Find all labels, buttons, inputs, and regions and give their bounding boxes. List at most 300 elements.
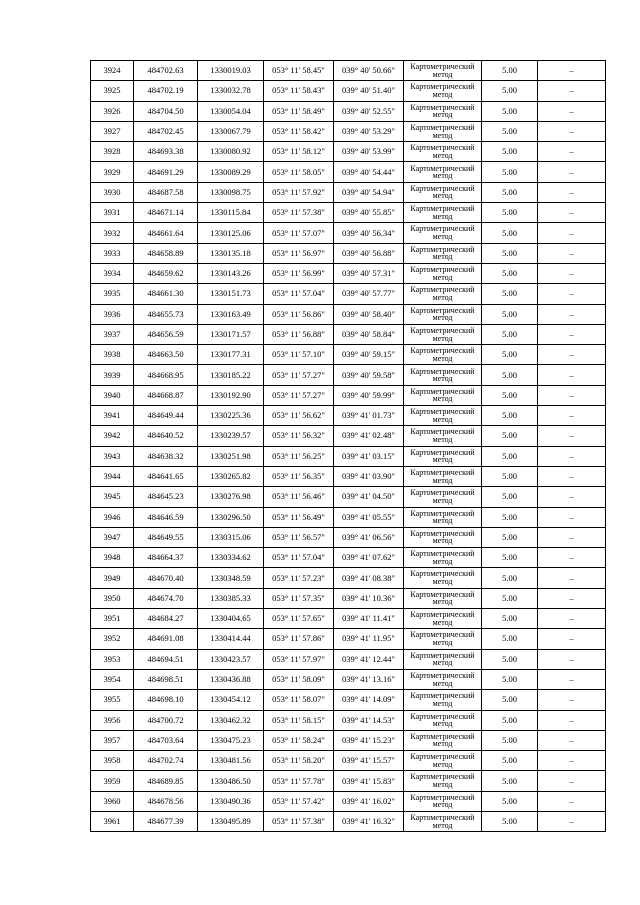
table-row xyxy=(91,649,606,669)
point-number-cell: 3937 xyxy=(91,324,134,344)
table-row xyxy=(91,182,606,202)
y-coordinate-cell: 1330032.78 xyxy=(198,81,264,101)
longitude-cell: 039° 41' 15.83" xyxy=(334,771,404,791)
longitude-cell: 039° 41' 03.15" xyxy=(334,446,404,466)
y-coordinate-cell: 1330089.29 xyxy=(198,162,264,182)
method-cell: Картометрический метод xyxy=(404,629,482,649)
accuracy-cell: 5.00 xyxy=(482,101,538,121)
y-coordinate-cell: 1330251.98 xyxy=(198,446,264,466)
table-row xyxy=(91,162,606,182)
method-cell: Картометрический метод xyxy=(404,649,482,669)
point-number-cell: 3929 xyxy=(91,162,134,182)
accuracy-cell: 5.00 xyxy=(482,345,538,365)
x-coordinate-cell: 484661.30 xyxy=(134,284,198,304)
accuracy-cell: 5.00 xyxy=(482,426,538,446)
y-coordinate-cell: 1330462.32 xyxy=(198,710,264,730)
longitude-cell: 039° 41' 08.38" xyxy=(334,568,404,588)
y-coordinate-cell: 1330054.04 xyxy=(198,101,264,121)
x-coordinate-cell: 484700.72 xyxy=(134,710,198,730)
point-number-cell: 3943 xyxy=(91,446,134,466)
y-coordinate-cell: 1330192.90 xyxy=(198,385,264,405)
x-coordinate-cell: 484698.10 xyxy=(134,690,198,710)
method-cell: Картометрический метод xyxy=(404,101,482,121)
x-coordinate-cell: 484659.62 xyxy=(134,263,198,283)
method-cell: Картометрический метод xyxy=(404,690,482,710)
method-cell: Картометрический метод xyxy=(404,710,482,730)
longitude-cell: 039° 40' 50.66" xyxy=(334,61,404,81)
accuracy-cell: 5.00 xyxy=(482,121,538,141)
longitude-cell: 039° 41' 14.53" xyxy=(334,710,404,730)
y-coordinate-cell: 1330177.31 xyxy=(198,345,264,365)
accuracy-cell: 5.00 xyxy=(482,162,538,182)
y-coordinate-cell: 1330143.26 xyxy=(198,263,264,283)
note-cell: – xyxy=(538,527,606,547)
latitude-cell: 053° 11' 58.43" xyxy=(264,81,334,101)
x-coordinate-cell: 484664.37 xyxy=(134,548,198,568)
x-coordinate-cell: 484687.58 xyxy=(134,182,198,202)
latitude-cell: 053° 11' 58.42" xyxy=(264,121,334,141)
note-cell: – xyxy=(538,223,606,243)
accuracy-cell: 5.00 xyxy=(482,811,538,831)
table-row xyxy=(91,690,606,710)
accuracy-cell: 5.00 xyxy=(482,791,538,811)
x-coordinate-cell: 484641.65 xyxy=(134,466,198,486)
latitude-cell: 053° 11' 57.23" xyxy=(264,568,334,588)
note-cell: – xyxy=(538,406,606,426)
y-coordinate-cell: 1330436.88 xyxy=(198,669,264,689)
point-number-cell: 3946 xyxy=(91,507,134,527)
table-row xyxy=(91,791,606,811)
longitude-cell: 039° 41' 06.56" xyxy=(334,527,404,547)
y-coordinate-cell: 1330098.75 xyxy=(198,182,264,202)
accuracy-cell: 5.00 xyxy=(482,466,538,486)
note-cell: – xyxy=(538,771,606,791)
latitude-cell: 053° 11' 57.10" xyxy=(264,345,334,365)
method-cell: Картометрический метод xyxy=(404,263,482,283)
longitude-cell: 039° 41' 13.16" xyxy=(334,669,404,689)
point-number-cell: 3940 xyxy=(91,385,134,405)
y-coordinate-cell: 1330115.84 xyxy=(198,203,264,223)
y-coordinate-cell: 1330404.65 xyxy=(198,609,264,629)
x-coordinate-cell: 484645.23 xyxy=(134,487,198,507)
method-cell: Картометрический метод xyxy=(404,385,482,405)
note-cell: – xyxy=(538,466,606,486)
longitude-cell: 039° 40' 58.84" xyxy=(334,324,404,344)
coordinates-table-body xyxy=(91,61,606,832)
latitude-cell: 053° 11' 57.27" xyxy=(264,365,334,385)
method-cell: Картометрический метод xyxy=(404,182,482,202)
method-cell: Картометрический метод xyxy=(404,527,482,547)
point-number-cell: 3931 xyxy=(91,203,134,223)
longitude-cell: 039° 40' 54.94" xyxy=(334,182,404,202)
x-coordinate-cell: 484663.50 xyxy=(134,345,198,365)
point-number-cell: 3924 xyxy=(91,61,134,81)
table-row xyxy=(91,487,606,507)
longitude-cell: 039° 41' 16.02" xyxy=(334,791,404,811)
method-cell: Картометрический метод xyxy=(404,243,482,263)
point-number-cell: 3933 xyxy=(91,243,134,263)
point-number-cell: 3949 xyxy=(91,568,134,588)
longitude-cell: 039° 40' 55.85" xyxy=(334,203,404,223)
x-coordinate-cell: 484684.27 xyxy=(134,609,198,629)
table-row xyxy=(91,527,606,547)
note-cell: – xyxy=(538,487,606,507)
point-number-cell: 3928 xyxy=(91,142,134,162)
x-coordinate-cell: 484674.70 xyxy=(134,588,198,608)
accuracy-cell: 5.00 xyxy=(482,771,538,791)
longitude-cell: 039° 41' 07.62" xyxy=(334,548,404,568)
x-coordinate-cell: 484668.87 xyxy=(134,385,198,405)
latitude-cell: 053° 11' 58.05" xyxy=(264,162,334,182)
x-coordinate-cell: 484704.50 xyxy=(134,101,198,121)
latitude-cell: 053° 11' 56.62" xyxy=(264,406,334,426)
x-coordinate-cell: 484702.19 xyxy=(134,81,198,101)
latitude-cell: 053° 11' 57.86" xyxy=(264,629,334,649)
table-row xyxy=(91,324,606,344)
method-cell: Картометрический метод xyxy=(404,548,482,568)
method-cell: Картометрический метод xyxy=(404,588,482,608)
longitude-cell: 039° 40' 53.99" xyxy=(334,142,404,162)
point-number-cell: 3944 xyxy=(91,466,134,486)
table-row xyxy=(91,263,606,283)
note-cell: – xyxy=(538,507,606,527)
latitude-cell: 053° 11' 56.25" xyxy=(264,446,334,466)
method-cell: Картометрический метод xyxy=(404,203,482,223)
accuracy-cell: 5.00 xyxy=(482,263,538,283)
latitude-cell: 053° 11' 56.57" xyxy=(264,527,334,547)
latitude-cell: 053° 11' 58.15" xyxy=(264,710,334,730)
accuracy-cell: 5.00 xyxy=(482,730,538,750)
latitude-cell: 053° 11' 56.99" xyxy=(264,263,334,283)
table-row xyxy=(91,385,606,405)
table-row xyxy=(91,446,606,466)
longitude-cell: 039° 41' 01.73" xyxy=(334,406,404,426)
note-cell: – xyxy=(538,609,606,629)
accuracy-cell: 5.00 xyxy=(482,304,538,324)
point-number-cell: 3927 xyxy=(91,121,134,141)
latitude-cell: 053° 11' 57.38" xyxy=(264,203,334,223)
y-coordinate-cell: 1330423.57 xyxy=(198,649,264,669)
accuracy-cell: 5.00 xyxy=(482,203,538,223)
method-cell: Картометрический метод xyxy=(404,345,482,365)
note-cell: – xyxy=(538,182,606,202)
longitude-cell: 039° 40' 51.40" xyxy=(334,81,404,101)
note-cell: – xyxy=(538,649,606,669)
latitude-cell: 053° 11' 56.35" xyxy=(264,466,334,486)
y-coordinate-cell: 1330163.49 xyxy=(198,304,264,324)
table-row xyxy=(91,61,606,81)
x-coordinate-cell: 484658.89 xyxy=(134,243,198,263)
accuracy-cell: 5.00 xyxy=(482,487,538,507)
y-coordinate-cell: 1330080.92 xyxy=(198,142,264,162)
method-cell: Картометрический метод xyxy=(404,142,482,162)
point-number-cell: 3930 xyxy=(91,182,134,202)
y-coordinate-cell: 1330315.06 xyxy=(198,527,264,547)
latitude-cell: 053° 11' 58.49" xyxy=(264,101,334,121)
table-row xyxy=(91,730,606,750)
method-cell: Картометрический метод xyxy=(404,81,482,101)
method-cell: Картометрический метод xyxy=(404,466,482,486)
accuracy-cell: 5.00 xyxy=(482,527,538,547)
point-number-cell: 3956 xyxy=(91,710,134,730)
longitude-cell: 039° 41' 02.48" xyxy=(334,426,404,446)
table-row xyxy=(91,121,606,141)
table-row xyxy=(91,365,606,385)
note-cell: – xyxy=(538,101,606,121)
latitude-cell: 053° 11' 56.97" xyxy=(264,243,334,263)
point-number-cell: 3960 xyxy=(91,791,134,811)
latitude-cell: 053° 11' 58.20" xyxy=(264,751,334,771)
point-number-cell: 3926 xyxy=(91,101,134,121)
x-coordinate-cell: 484677.39 xyxy=(134,811,198,831)
y-coordinate-cell: 1330414.44 xyxy=(198,629,264,649)
method-cell: Картометрический метод xyxy=(404,324,482,344)
table-row xyxy=(91,406,606,426)
note-cell: – xyxy=(538,243,606,263)
point-number-cell: 3948 xyxy=(91,548,134,568)
point-number-cell: 3961 xyxy=(91,811,134,831)
table-row xyxy=(91,142,606,162)
table-row xyxy=(91,669,606,689)
latitude-cell: 053° 11' 58.45" xyxy=(264,61,334,81)
table-row xyxy=(91,629,606,649)
point-number-cell: 3938 xyxy=(91,345,134,365)
y-coordinate-cell: 1330239.57 xyxy=(198,426,264,446)
accuracy-cell: 5.00 xyxy=(482,690,538,710)
point-number-cell: 3934 xyxy=(91,263,134,283)
y-coordinate-cell: 1330125.06 xyxy=(198,223,264,243)
accuracy-cell: 5.00 xyxy=(482,548,538,568)
latitude-cell: 053° 11' 56.86" xyxy=(264,304,334,324)
latitude-cell: 053° 11' 57.04" xyxy=(264,284,334,304)
table-row xyxy=(91,507,606,527)
note-cell: – xyxy=(538,710,606,730)
accuracy-cell: 5.00 xyxy=(482,81,538,101)
note-cell: – xyxy=(538,730,606,750)
y-coordinate-cell: 1330495.89 xyxy=(198,811,264,831)
x-coordinate-cell: 484703.64 xyxy=(134,730,198,750)
note-cell: – xyxy=(538,629,606,649)
method-cell: Картометрический метод xyxy=(404,365,482,385)
longitude-cell: 039° 41' 12.44" xyxy=(334,649,404,669)
table-row xyxy=(91,811,606,831)
x-coordinate-cell: 484670.40 xyxy=(134,568,198,588)
x-coordinate-cell: 484693.38 xyxy=(134,142,198,162)
method-cell: Картометрический метод xyxy=(404,669,482,689)
latitude-cell: 053° 11' 57.42" xyxy=(264,791,334,811)
note-cell: – xyxy=(538,324,606,344)
note-cell: – xyxy=(538,811,606,831)
latitude-cell: 053° 11' 58.24" xyxy=(264,730,334,750)
note-cell: – xyxy=(538,61,606,81)
accuracy-cell: 5.00 xyxy=(482,365,538,385)
accuracy-cell: 5.00 xyxy=(482,182,538,202)
latitude-cell: 053° 11' 57.92" xyxy=(264,182,334,202)
note-cell: – xyxy=(538,548,606,568)
longitude-cell: 039° 41' 04.50" xyxy=(334,487,404,507)
note-cell: – xyxy=(538,263,606,283)
y-coordinate-cell: 1330385.33 xyxy=(198,588,264,608)
note-cell: – xyxy=(538,142,606,162)
method-cell: Картометрический метод xyxy=(404,730,482,750)
note-cell: – xyxy=(538,568,606,588)
accuracy-cell: 5.00 xyxy=(482,223,538,243)
longitude-cell: 039° 40' 59.15" xyxy=(334,345,404,365)
accuracy-cell: 5.00 xyxy=(482,446,538,466)
table-row xyxy=(91,203,606,223)
method-cell: Картометрический метод xyxy=(404,507,482,527)
method-cell: Картометрический метод xyxy=(404,609,482,629)
note-cell: – xyxy=(538,365,606,385)
accuracy-cell: 5.00 xyxy=(482,385,538,405)
y-coordinate-cell: 1330019.03 xyxy=(198,61,264,81)
longitude-cell: 039° 41' 15.57" xyxy=(334,751,404,771)
note-cell: – xyxy=(538,791,606,811)
longitude-cell: 039° 40' 56.34" xyxy=(334,223,404,243)
latitude-cell: 053° 11' 56.46" xyxy=(264,487,334,507)
x-coordinate-cell: 484702.74 xyxy=(134,751,198,771)
table-row xyxy=(91,426,606,446)
table-row xyxy=(91,223,606,243)
latitude-cell: 053° 11' 57.38" xyxy=(264,811,334,831)
note-cell: – xyxy=(538,669,606,689)
latitude-cell: 053° 11' 58.12" xyxy=(264,142,334,162)
table-row xyxy=(91,304,606,324)
accuracy-cell: 5.00 xyxy=(482,568,538,588)
note-cell: – xyxy=(538,588,606,608)
method-cell: Картометрический метод xyxy=(404,121,482,141)
point-number-cell: 3932 xyxy=(91,223,134,243)
accuracy-cell: 5.00 xyxy=(482,710,538,730)
accuracy-cell: 5.00 xyxy=(482,324,538,344)
y-coordinate-cell: 1330486.50 xyxy=(198,771,264,791)
accuracy-cell: 5.00 xyxy=(482,406,538,426)
note-cell: – xyxy=(538,203,606,223)
table-row xyxy=(91,548,606,568)
latitude-cell: 053° 11' 57.97" xyxy=(264,649,334,669)
x-coordinate-cell: 484671.14 xyxy=(134,203,198,223)
latitude-cell: 053° 11' 56.49" xyxy=(264,507,334,527)
y-coordinate-cell: 1330265.82 xyxy=(198,466,264,486)
longitude-cell: 039° 41' 10.36" xyxy=(334,588,404,608)
x-coordinate-cell: 484689.85 xyxy=(134,771,198,791)
method-cell: Картометрический метод xyxy=(404,771,482,791)
longitude-cell: 039° 41' 16.32" xyxy=(334,811,404,831)
accuracy-cell: 5.00 xyxy=(482,588,538,608)
table-row xyxy=(91,771,606,791)
point-number-cell: 3939 xyxy=(91,365,134,385)
y-coordinate-cell: 1330276.98 xyxy=(198,487,264,507)
latitude-cell: 053° 11' 56.32" xyxy=(264,426,334,446)
method-cell: Картометрический метод xyxy=(404,446,482,466)
table-row xyxy=(91,568,606,588)
table-row xyxy=(91,751,606,771)
accuracy-cell: 5.00 xyxy=(482,751,538,771)
longitude-cell: 039° 41' 11.41" xyxy=(334,609,404,629)
note-cell: – xyxy=(538,426,606,446)
method-cell: Картометрический метод xyxy=(404,426,482,446)
longitude-cell: 039° 40' 56.88" xyxy=(334,243,404,263)
latitude-cell: 053° 11' 57.78" xyxy=(264,771,334,791)
longitude-cell: 039° 41' 14.09" xyxy=(334,690,404,710)
x-coordinate-cell: 484691.08 xyxy=(134,629,198,649)
method-cell: Картометрический метод xyxy=(404,406,482,426)
x-coordinate-cell: 484691.29 xyxy=(134,162,198,182)
longitude-cell: 039° 40' 54.44" xyxy=(334,162,404,182)
point-number-cell: 3947 xyxy=(91,527,134,547)
longitude-cell: 039° 40' 57.31" xyxy=(334,263,404,283)
note-cell: – xyxy=(538,304,606,324)
method-cell: Картометрический метод xyxy=(404,568,482,588)
x-coordinate-cell: 484661.64 xyxy=(134,223,198,243)
y-coordinate-cell: 1330171.57 xyxy=(198,324,264,344)
accuracy-cell: 5.00 xyxy=(482,284,538,304)
latitude-cell: 053° 11' 57.27" xyxy=(264,385,334,405)
note-cell: – xyxy=(538,446,606,466)
point-number-cell: 3925 xyxy=(91,81,134,101)
table-row xyxy=(91,284,606,304)
accuracy-cell: 5.00 xyxy=(482,609,538,629)
point-number-cell: 3957 xyxy=(91,730,134,750)
x-coordinate-cell: 484638.32 xyxy=(134,446,198,466)
x-coordinate-cell: 484698.51 xyxy=(134,669,198,689)
longitude-cell: 039° 40' 57.77" xyxy=(334,284,404,304)
x-coordinate-cell: 484640.52 xyxy=(134,426,198,446)
longitude-cell: 039° 40' 59.99" xyxy=(334,385,404,405)
x-coordinate-cell: 484702.45 xyxy=(134,121,198,141)
table-row xyxy=(91,710,606,730)
x-coordinate-cell: 484649.55 xyxy=(134,527,198,547)
note-cell: – xyxy=(538,345,606,365)
latitude-cell: 053° 11' 58.09" xyxy=(264,669,334,689)
latitude-cell: 053° 11' 57.65" xyxy=(264,609,334,629)
point-number-cell: 3936 xyxy=(91,304,134,324)
y-coordinate-cell: 1330334.62 xyxy=(198,548,264,568)
y-coordinate-cell: 1330067.79 xyxy=(198,121,264,141)
table-row xyxy=(91,345,606,365)
point-number-cell: 3942 xyxy=(91,426,134,446)
method-cell: Картометрический метод xyxy=(404,811,482,831)
method-cell: Картометрический метод xyxy=(404,162,482,182)
x-coordinate-cell: 484668.95 xyxy=(134,365,198,385)
x-coordinate-cell: 484655.73 xyxy=(134,304,198,324)
method-cell: Картометрический метод xyxy=(404,61,482,81)
longitude-cell: 039° 40' 58.40" xyxy=(334,304,404,324)
table-row xyxy=(91,81,606,101)
point-number-cell: 3952 xyxy=(91,629,134,649)
note-cell: – xyxy=(538,385,606,405)
point-number-cell: 3955 xyxy=(91,690,134,710)
accuracy-cell: 5.00 xyxy=(482,61,538,81)
longitude-cell: 039° 41' 03.90" xyxy=(334,466,404,486)
longitude-cell: 039° 40' 52.55" xyxy=(334,101,404,121)
latitude-cell: 053° 11' 57.35" xyxy=(264,588,334,608)
longitude-cell: 039° 41' 15.23" xyxy=(334,730,404,750)
y-coordinate-cell: 1330185.22 xyxy=(198,365,264,385)
point-number-cell: 3945 xyxy=(91,487,134,507)
point-number-cell: 3951 xyxy=(91,609,134,629)
accuracy-cell: 5.00 xyxy=(482,507,538,527)
y-coordinate-cell: 1330475.23 xyxy=(198,730,264,750)
y-coordinate-cell: 1330454.12 xyxy=(198,690,264,710)
point-number-cell: 3941 xyxy=(91,406,134,426)
latitude-cell: 053° 11' 57.04" xyxy=(264,548,334,568)
table-row xyxy=(91,609,606,629)
method-cell: Картометрический метод xyxy=(404,487,482,507)
y-coordinate-cell: 1330296.50 xyxy=(198,507,264,527)
y-coordinate-cell: 1330225.36 xyxy=(198,406,264,426)
x-coordinate-cell: 484646.59 xyxy=(134,507,198,527)
